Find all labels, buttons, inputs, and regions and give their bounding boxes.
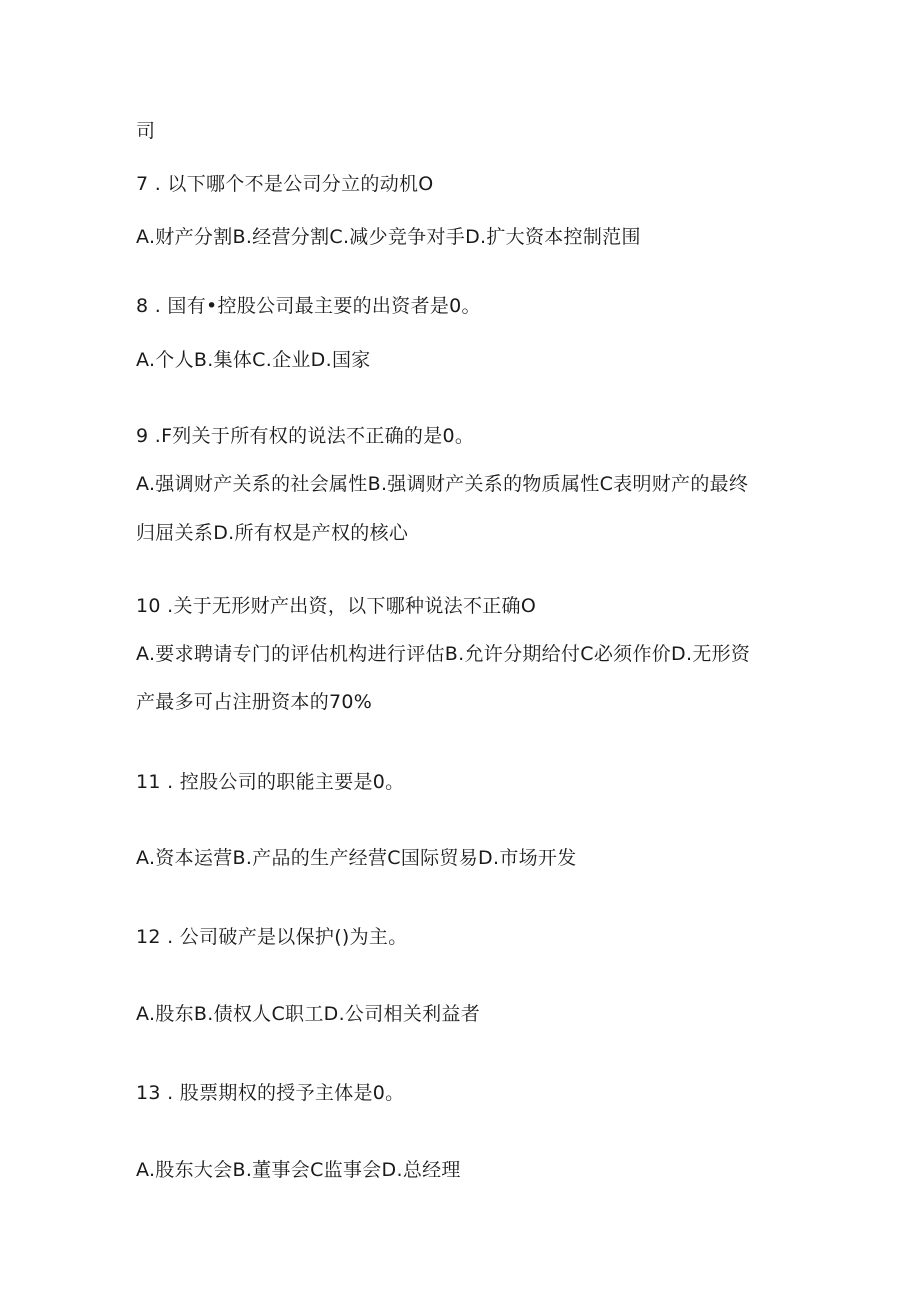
question-12: 12 . 公司破产是以保护()为主。 bbox=[136, 926, 408, 948]
question-10-options-line-2: 产最多可占注册资本的70% bbox=[136, 691, 373, 713]
question-13: 13 . 股票期权的授予主体是0。 bbox=[136, 1082, 405, 1104]
question-7-options: A.财产分割B.经营分割C.减少竞争对手D.扩大资本控制范围 bbox=[136, 226, 641, 248]
question-9-options-line-1: A.强调财产关系的社会属性B.强调财产关系的物质属性C表明财产的最终 bbox=[136, 473, 749, 495]
question-11-options: A.资本运营B.产品的生产经营C国际贸易D.市场开发 bbox=[136, 847, 577, 869]
question-8-options: A.个人B.集体C.企业D.国家 bbox=[136, 349, 371, 371]
question-11: 11 . 控股公司的职能主要是0。 bbox=[136, 771, 405, 793]
text-line-continuation: 司 bbox=[136, 120, 156, 142]
question-7: 7 . 以下哪个不是公司分立的动机O bbox=[136, 173, 434, 195]
question-9: 9 .F列关于所有权的说法不正确的是0。 bbox=[136, 425, 475, 447]
question-12-options: A.股东B.债权人C职工D.公司相关利益者 bbox=[136, 1003, 481, 1025]
question-13-options: A.股东大会B.董事会C监事会D.总经理 bbox=[136, 1159, 461, 1181]
question-10-options-line-1: A.要求聘请专门的评估机构进行评估B.允许分期给付C必须作价D.无形资 bbox=[136, 643, 751, 665]
question-8: 8 . 国有•控股公司最主要的出资者是0。 bbox=[136, 295, 481, 317]
question-9-options-line-2: 归屈关系D.所有权是产权的核心 bbox=[136, 522, 409, 544]
question-10: 10 .关于无形财产出资，以下哪种说法不正确O bbox=[136, 595, 537, 617]
